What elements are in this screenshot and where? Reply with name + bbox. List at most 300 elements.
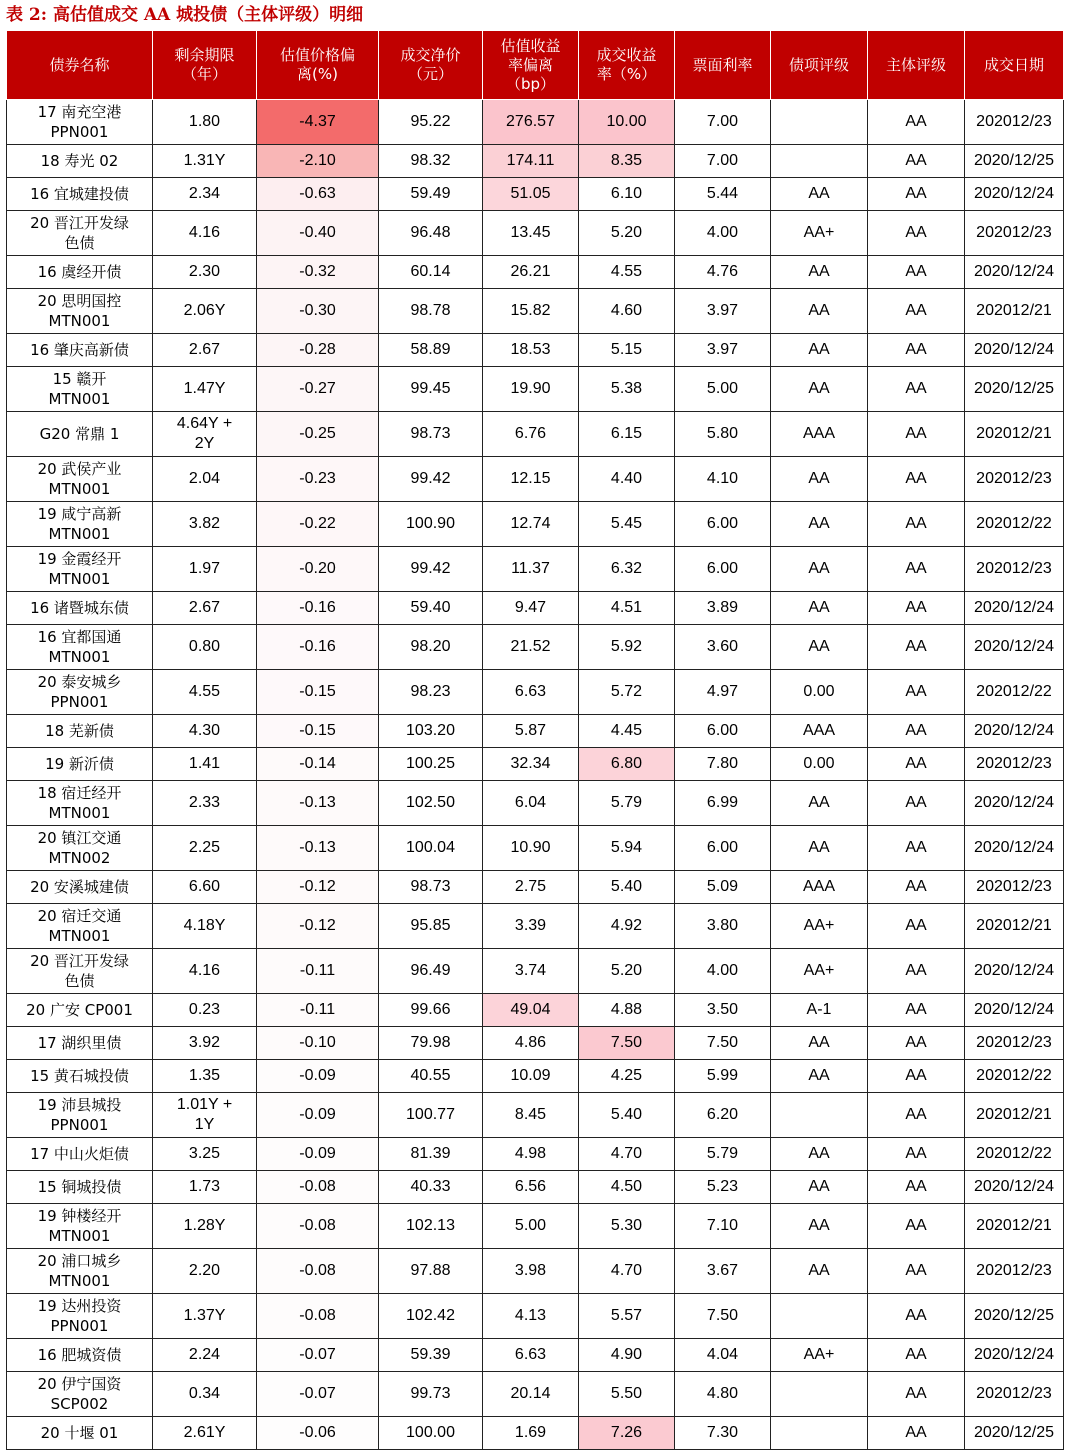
cell-yield-deviation: 6.04 xyxy=(483,781,579,826)
cell-bond-name: 20 伊宁国资 SCP002 xyxy=(7,1372,153,1417)
cell-trade-yield: 5.79 xyxy=(579,781,675,826)
table-row xyxy=(7,826,1064,871)
header-clean-price: 成交净价 （元） xyxy=(379,31,483,100)
cell-yield-deviation: 4.86 xyxy=(483,1027,579,1060)
bond-detail-table xyxy=(6,30,1064,1450)
cell-clean-price: 96.49 xyxy=(379,949,483,994)
cell-yield-deviation: 3.74 xyxy=(483,949,579,994)
cell-trade-yield: 5.72 xyxy=(579,670,675,715)
cell-coupon-rate: 6.00 xyxy=(675,826,771,871)
cell-clean-price: 98.73 xyxy=(379,412,483,457)
cell-yield-deviation: 21.52 xyxy=(483,625,579,670)
header-trade-date: 成交日期 xyxy=(965,31,1064,100)
cell-yield-deviation: 51.05 xyxy=(483,178,579,211)
cell-price-deviation: -0.13 xyxy=(257,826,379,871)
cell-issue-rating: AA xyxy=(771,1204,868,1249)
cell-price-deviation: -0.08 xyxy=(257,1171,379,1204)
cell-coupon-rate: 4.76 xyxy=(675,256,771,289)
cell-coupon-rate: 7.30 xyxy=(675,1417,771,1450)
cell-trade-date: 2020/12/24 xyxy=(965,781,1064,826)
cell-price-deviation: -0.12 xyxy=(257,871,379,904)
cell-remaining-term: 4.64Y + 2Y xyxy=(153,412,257,457)
cell-yield-deviation: 11.37 xyxy=(483,547,579,592)
cell-yield-deviation: 3.39 xyxy=(483,904,579,949)
cell-remaining-term: 3.82 xyxy=(153,502,257,547)
cell-issuer-rating: AA xyxy=(868,592,965,625)
cell-remaining-term: 1.31Y xyxy=(153,145,257,178)
cell-issue-rating: AA xyxy=(771,781,868,826)
cell-coupon-rate: 4.80 xyxy=(675,1372,771,1417)
cell-yield-deviation: 6.76 xyxy=(483,412,579,457)
cell-remaining-term: 2.04 xyxy=(153,457,257,502)
cell-yield-deviation: 4.98 xyxy=(483,1138,579,1171)
cell-issue-rating: AA xyxy=(771,367,868,412)
cell-issue-rating: AA xyxy=(771,1060,868,1093)
cell-remaining-term: 4.30 xyxy=(153,715,257,748)
cell-trade-yield: 8.35 xyxy=(579,145,675,178)
table-row xyxy=(7,949,1064,994)
cell-price-deviation: -4.37 xyxy=(257,100,379,145)
cell-issuer-rating: AA xyxy=(868,289,965,334)
cell-remaining-term: 2.67 xyxy=(153,592,257,625)
cell-clean-price: 102.50 xyxy=(379,781,483,826)
cell-price-deviation: -0.13 xyxy=(257,781,379,826)
cell-issuer-rating: AA xyxy=(868,145,965,178)
cell-coupon-rate: 4.97 xyxy=(675,670,771,715)
cell-coupon-rate: 5.23 xyxy=(675,1171,771,1204)
header-issuer-rating: 主体评级 xyxy=(868,31,965,100)
cell-remaining-term: 2.25 xyxy=(153,826,257,871)
cell-issuer-rating: AA xyxy=(868,547,965,592)
cell-price-deviation: -0.40 xyxy=(257,211,379,256)
cell-clean-price: 100.25 xyxy=(379,748,483,781)
cell-yield-deviation: 49.04 xyxy=(483,994,579,1027)
cell-issuer-rating: AA xyxy=(868,1060,965,1093)
cell-yield-deviation: 10.90 xyxy=(483,826,579,871)
cell-issuer-rating: AA xyxy=(868,826,965,871)
cell-trade-date: 202012/21 xyxy=(965,1093,1064,1138)
cell-bond-name: 15 赣开 MTN001 xyxy=(7,367,153,412)
cell-issue-rating xyxy=(771,1294,868,1339)
cell-clean-price: 100.90 xyxy=(379,502,483,547)
cell-price-deviation: -0.06 xyxy=(257,1417,379,1450)
cell-issue-rating: AA xyxy=(771,289,868,334)
header-trade-yield: 成交收益 率（%） xyxy=(579,31,675,100)
cell-bond-name: 20 十堰 01 xyxy=(7,1417,153,1450)
cell-remaining-term: 4.16 xyxy=(153,949,257,994)
cell-issuer-rating: AA xyxy=(868,871,965,904)
cell-coupon-rate: 4.04 xyxy=(675,1339,771,1372)
table-row xyxy=(7,781,1064,826)
cell-yield-deviation: 2.75 xyxy=(483,871,579,904)
cell-issue-rating: AA xyxy=(771,502,868,547)
cell-price-deviation: -0.22 xyxy=(257,502,379,547)
cell-yield-deviation: 3.98 xyxy=(483,1249,579,1294)
cell-clean-price: 59.49 xyxy=(379,178,483,211)
cell-bond-name: 18 宿迁经开 MTN001 xyxy=(7,781,153,826)
cell-bond-name: 16 诸暨城东债 xyxy=(7,592,153,625)
table-row xyxy=(7,1339,1064,1372)
cell-clean-price: 99.73 xyxy=(379,1372,483,1417)
cell-trade-date: 202012/23 xyxy=(965,211,1064,256)
cell-price-deviation: -0.14 xyxy=(257,748,379,781)
cell-remaining-term: 1.80 xyxy=(153,100,257,145)
cell-clean-price: 102.13 xyxy=(379,1204,483,1249)
cell-remaining-term: 2.30 xyxy=(153,256,257,289)
cell-issuer-rating: AA xyxy=(868,625,965,670)
cell-issuer-rating: AA xyxy=(868,1093,965,1138)
table-row xyxy=(7,1027,1064,1060)
cell-clean-price: 60.14 xyxy=(379,256,483,289)
cell-coupon-rate: 6.00 xyxy=(675,715,771,748)
cell-yield-deviation: 6.63 xyxy=(483,1339,579,1372)
cell-remaining-term: 2.61Y xyxy=(153,1417,257,1450)
cell-bond-name: 20 思明国控 MTN001 xyxy=(7,289,153,334)
cell-remaining-term: 4.16 xyxy=(153,211,257,256)
cell-price-deviation: -0.07 xyxy=(257,1339,379,1372)
cell-trade-yield: 4.51 xyxy=(579,592,675,625)
cell-price-deviation: -0.20 xyxy=(257,547,379,592)
cell-clean-price: 98.32 xyxy=(379,145,483,178)
cell-remaining-term: 1.28Y xyxy=(153,1204,257,1249)
header-price-deviation: 估值价格偏 离(%) xyxy=(257,31,379,100)
table-row xyxy=(7,592,1064,625)
cell-coupon-rate: 3.97 xyxy=(675,289,771,334)
table-row xyxy=(7,367,1064,412)
cell-issue-rating xyxy=(771,1372,868,1417)
cell-issue-rating: AA+ xyxy=(771,949,868,994)
cell-trade-date: 2020/12/24 xyxy=(965,256,1064,289)
cell-yield-deviation: 6.56 xyxy=(483,1171,579,1204)
cell-trade-yield: 5.20 xyxy=(579,949,675,994)
cell-price-deviation: -0.11 xyxy=(257,994,379,1027)
cell-trade-date: 202012/23 xyxy=(965,1249,1064,1294)
cell-trade-date: 2020/12/24 xyxy=(965,178,1064,211)
header-issue-rating: 债项评级 xyxy=(771,31,868,100)
cell-remaining-term: 1.35 xyxy=(153,1060,257,1093)
cell-clean-price: 58.89 xyxy=(379,334,483,367)
cell-clean-price: 79.98 xyxy=(379,1027,483,1060)
cell-yield-deviation: 12.15 xyxy=(483,457,579,502)
cell-price-deviation: -0.30 xyxy=(257,289,379,334)
cell-price-deviation: -0.09 xyxy=(257,1138,379,1171)
cell-coupon-rate: 5.09 xyxy=(675,871,771,904)
cell-price-deviation: -0.25 xyxy=(257,412,379,457)
cell-coupon-rate: 5.79 xyxy=(675,1138,771,1171)
cell-bond-name: 19 沛县城投 PPN001 xyxy=(7,1093,153,1138)
cell-remaining-term: 1.37Y xyxy=(153,1294,257,1339)
cell-remaining-term: 2.24 xyxy=(153,1339,257,1372)
table-row xyxy=(7,100,1064,145)
cell-clean-price: 98.78 xyxy=(379,289,483,334)
cell-price-deviation: -0.23 xyxy=(257,457,379,502)
cell-issue-rating xyxy=(771,1093,868,1138)
cell-coupon-rate: 4.10 xyxy=(675,457,771,502)
cell-trade-yield: 7.50 xyxy=(579,1027,675,1060)
cell-issue-rating xyxy=(771,100,868,145)
table-row xyxy=(7,994,1064,1027)
cell-trade-yield: 5.38 xyxy=(579,367,675,412)
cell-trade-yield: 5.94 xyxy=(579,826,675,871)
cell-remaining-term: 2.06Y xyxy=(153,289,257,334)
cell-clean-price: 98.73 xyxy=(379,871,483,904)
table-row xyxy=(7,748,1064,781)
table-row xyxy=(7,1138,1064,1171)
table-row xyxy=(7,670,1064,715)
header-row xyxy=(7,31,1064,100)
cell-trade-yield: 5.57 xyxy=(579,1294,675,1339)
table-row xyxy=(7,145,1064,178)
table-row xyxy=(7,334,1064,367)
cell-trade-yield: 5.40 xyxy=(579,871,675,904)
cell-trade-yield: 5.40 xyxy=(579,1093,675,1138)
cell-clean-price: 98.23 xyxy=(379,670,483,715)
cell-remaining-term: 0.34 xyxy=(153,1372,257,1417)
cell-yield-deviation: 26.21 xyxy=(483,256,579,289)
cell-issue-rating: 0.00 xyxy=(771,748,868,781)
cell-yield-deviation: 10.09 xyxy=(483,1060,579,1093)
cell-clean-price: 40.55 xyxy=(379,1060,483,1093)
cell-yield-deviation: 12.74 xyxy=(483,502,579,547)
cell-trade-yield: 6.15 xyxy=(579,412,675,457)
cell-coupon-rate: 5.00 xyxy=(675,367,771,412)
cell-remaining-term: 4.55 xyxy=(153,670,257,715)
cell-bond-name: 16 宜都国通 MTN001 xyxy=(7,625,153,670)
cell-yield-deviation: 32.34 xyxy=(483,748,579,781)
cell-trade-date: 202012/22 xyxy=(965,502,1064,547)
cell-price-deviation: -0.08 xyxy=(257,1204,379,1249)
header-coupon-rate: 票面利率 xyxy=(675,31,771,100)
cell-trade-yield: 4.70 xyxy=(579,1249,675,1294)
cell-issue-rating: AA xyxy=(771,1027,868,1060)
cell-issuer-rating: AA xyxy=(868,256,965,289)
cell-trade-date: 202012/22 xyxy=(965,1060,1064,1093)
cell-remaining-term: 0.23 xyxy=(153,994,257,1027)
cell-clean-price: 98.20 xyxy=(379,625,483,670)
cell-coupon-rate: 3.67 xyxy=(675,1249,771,1294)
cell-coupon-rate: 5.44 xyxy=(675,178,771,211)
cell-price-deviation: -0.12 xyxy=(257,904,379,949)
cell-bond-name: 20 宿迁交通 MTN001 xyxy=(7,904,153,949)
cell-issuer-rating: AA xyxy=(868,949,965,994)
cell-bond-name: 16 虞经开债 xyxy=(7,256,153,289)
cell-bond-name: 16 肥城资债 xyxy=(7,1339,153,1372)
cell-bond-name: 19 新沂债 xyxy=(7,748,153,781)
cell-trade-yield: 5.20 xyxy=(579,211,675,256)
cell-issue-rating: AA+ xyxy=(771,1339,868,1372)
cell-price-deviation: -0.08 xyxy=(257,1294,379,1339)
cell-issuer-rating: AA xyxy=(868,781,965,826)
cell-bond-name: G20 常鼎 1 xyxy=(7,412,153,457)
cell-issuer-rating: AA xyxy=(868,1372,965,1417)
cell-trade-date: 2020/12/25 xyxy=(965,1417,1064,1450)
cell-issuer-rating: AA xyxy=(868,1339,965,1372)
cell-price-deviation: -0.09 xyxy=(257,1060,379,1093)
cell-clean-price: 81.39 xyxy=(379,1138,483,1171)
cell-yield-deviation: 5.00 xyxy=(483,1204,579,1249)
cell-trade-date: 2020/12/24 xyxy=(965,994,1064,1027)
table-row xyxy=(7,871,1064,904)
cell-bond-name: 17 中山火炬债 xyxy=(7,1138,153,1171)
cell-clean-price: 99.66 xyxy=(379,994,483,1027)
cell-yield-deviation: 5.87 xyxy=(483,715,579,748)
table-row xyxy=(7,904,1064,949)
cell-yield-deviation: 6.63 xyxy=(483,670,579,715)
table-row xyxy=(7,211,1064,256)
cell-trade-yield: 5.92 xyxy=(579,625,675,670)
header-yield-deviation: 估值收益 率偏离 （bp） xyxy=(483,31,579,100)
cell-price-deviation: -0.32 xyxy=(257,256,379,289)
cell-trade-yield: 4.50 xyxy=(579,1171,675,1204)
cell-issue-rating: AA xyxy=(771,334,868,367)
cell-remaining-term: 2.34 xyxy=(153,178,257,211)
cell-clean-price: 102.42 xyxy=(379,1294,483,1339)
cell-trade-date: 202012/22 xyxy=(965,1138,1064,1171)
table-body xyxy=(7,100,1064,1450)
cell-clean-price: 97.88 xyxy=(379,1249,483,1294)
table-row xyxy=(7,412,1064,457)
cell-yield-deviation: 19.90 xyxy=(483,367,579,412)
cell-issuer-rating: AA xyxy=(868,1204,965,1249)
cell-bond-name: 19 钟楼经开 MTN001 xyxy=(7,1204,153,1249)
cell-issue-rating: AA xyxy=(771,1249,868,1294)
cell-coupon-rate: 5.80 xyxy=(675,412,771,457)
cell-clean-price: 59.39 xyxy=(379,1339,483,1372)
cell-trade-date: 2020/12/24 xyxy=(965,1339,1064,1372)
cell-trade-yield: 6.80 xyxy=(579,748,675,781)
cell-bond-name: 19 达州投资 PPN001 xyxy=(7,1294,153,1339)
cell-trade-yield: 4.55 xyxy=(579,256,675,289)
cell-trade-date: 202012/21 xyxy=(965,1204,1064,1249)
header-bond-name: 债券名称 xyxy=(7,31,153,100)
cell-yield-deviation: 9.47 xyxy=(483,592,579,625)
cell-price-deviation: -0.15 xyxy=(257,715,379,748)
table-row xyxy=(7,1093,1064,1138)
cell-coupon-rate: 7.50 xyxy=(675,1027,771,1060)
cell-issue-rating: AA xyxy=(771,256,868,289)
cell-remaining-term: 1.47Y xyxy=(153,367,257,412)
cell-trade-date: 202012/23 xyxy=(965,871,1064,904)
cell-issue-rating: AA xyxy=(771,1171,868,1204)
cell-issue-rating: AA xyxy=(771,592,868,625)
cell-issuer-rating: AA xyxy=(868,904,965,949)
cell-remaining-term: 3.92 xyxy=(153,1027,257,1060)
cell-clean-price: 59.40 xyxy=(379,592,483,625)
cell-coupon-rate: 5.99 xyxy=(675,1060,771,1093)
cell-trade-date: 202012/23 xyxy=(965,748,1064,781)
cell-issue-rating: AA xyxy=(771,1138,868,1171)
cell-trade-date: 2020/12/25 xyxy=(965,145,1064,178)
cell-remaining-term: 2.20 xyxy=(153,1249,257,1294)
cell-issuer-rating: AA xyxy=(868,502,965,547)
cell-price-deviation: -0.16 xyxy=(257,625,379,670)
cell-trade-yield: 6.32 xyxy=(579,547,675,592)
cell-coupon-rate: 6.00 xyxy=(675,502,771,547)
cell-clean-price: 100.04 xyxy=(379,826,483,871)
cell-issue-rating: AA+ xyxy=(771,904,868,949)
table-row xyxy=(7,178,1064,211)
cell-bond-name: 19 金霞经开 MTN001 xyxy=(7,547,153,592)
cell-remaining-term: 6.60 xyxy=(153,871,257,904)
cell-clean-price: 100.00 xyxy=(379,1417,483,1450)
cell-issuer-rating: AA xyxy=(868,1249,965,1294)
cell-yield-deviation: 15.82 xyxy=(483,289,579,334)
cell-clean-price: 95.22 xyxy=(379,100,483,145)
table-row xyxy=(7,547,1064,592)
cell-coupon-rate: 7.50 xyxy=(675,1294,771,1339)
cell-coupon-rate: 7.80 xyxy=(675,748,771,781)
cell-price-deviation: -0.63 xyxy=(257,178,379,211)
table-row xyxy=(7,715,1064,748)
cell-price-deviation: -0.15 xyxy=(257,670,379,715)
cell-bond-name: 16 肇庆高新债 xyxy=(7,334,153,367)
cell-bond-name: 20 广安 CP001 xyxy=(7,994,153,1027)
cell-issue-rating: AA xyxy=(771,457,868,502)
cell-trade-date: 202012/21 xyxy=(965,412,1064,457)
cell-issuer-rating: AA xyxy=(868,457,965,502)
cell-issue-rating: AA xyxy=(771,826,868,871)
cell-price-deviation: -0.27 xyxy=(257,367,379,412)
cell-issue-rating xyxy=(771,145,868,178)
cell-yield-deviation: 20.14 xyxy=(483,1372,579,1417)
cell-issue-rating: AA xyxy=(771,178,868,211)
cell-remaining-term: 0.80 xyxy=(153,625,257,670)
cell-bond-name: 17 南充空港 PPN001 xyxy=(7,100,153,145)
cell-yield-deviation: 276.57 xyxy=(483,100,579,145)
cell-issuer-rating: AA xyxy=(868,334,965,367)
cell-bond-name: 20 安溪城建债 xyxy=(7,871,153,904)
cell-price-deviation: -0.10 xyxy=(257,1027,379,1060)
cell-issuer-rating: AA xyxy=(868,1171,965,1204)
cell-trade-date: 202012/21 xyxy=(965,904,1064,949)
cell-remaining-term: 1.41 xyxy=(153,748,257,781)
cell-trade-date: 202012/23 xyxy=(965,547,1064,592)
cell-coupon-rate: 3.50 xyxy=(675,994,771,1027)
cell-issue-rating: AAA xyxy=(771,871,868,904)
cell-price-deviation: -0.07 xyxy=(257,1372,379,1417)
cell-issuer-rating: AA xyxy=(868,211,965,256)
cell-trade-yield: 4.60 xyxy=(579,289,675,334)
cell-coupon-rate: 4.00 xyxy=(675,949,771,994)
cell-trade-yield: 4.90 xyxy=(579,1339,675,1372)
cell-trade-date: 2020/12/24 xyxy=(965,826,1064,871)
cell-remaining-term: 1.73 xyxy=(153,1171,257,1204)
cell-price-deviation: -2.10 xyxy=(257,145,379,178)
cell-coupon-rate: 7.00 xyxy=(675,100,771,145)
table-title: 表 2: 高估值成交 AA 城投债（主体评级）明细 xyxy=(6,5,364,25)
cell-coupon-rate: 6.20 xyxy=(675,1093,771,1138)
cell-remaining-term: 3.25 xyxy=(153,1138,257,1171)
cell-issuer-rating: AA xyxy=(868,748,965,781)
table-row xyxy=(7,1204,1064,1249)
cell-coupon-rate: 4.00 xyxy=(675,211,771,256)
cell-issuer-rating: AA xyxy=(868,100,965,145)
cell-bond-name: 19 咸宁高新 MTN001 xyxy=(7,502,153,547)
cell-trade-date: 2020/12/24 xyxy=(965,592,1064,625)
cell-trade-date: 202012/23 xyxy=(965,100,1064,145)
cell-issue-rating: A-1 xyxy=(771,994,868,1027)
cell-bond-name: 20 浦口城乡 MTN001 xyxy=(7,1249,153,1294)
table-row xyxy=(7,625,1064,670)
cell-bond-name: 15 黄石城投债 xyxy=(7,1060,153,1093)
cell-trade-date: 202012/23 xyxy=(965,1372,1064,1417)
cell-bond-name: 16 宜城建投债 xyxy=(7,178,153,211)
cell-issue-rating: AA+ xyxy=(771,211,868,256)
table-row xyxy=(7,256,1064,289)
cell-trade-yield: 5.50 xyxy=(579,1372,675,1417)
cell-yield-deviation: 13.45 xyxy=(483,211,579,256)
cell-yield-deviation: 8.45 xyxy=(483,1093,579,1138)
